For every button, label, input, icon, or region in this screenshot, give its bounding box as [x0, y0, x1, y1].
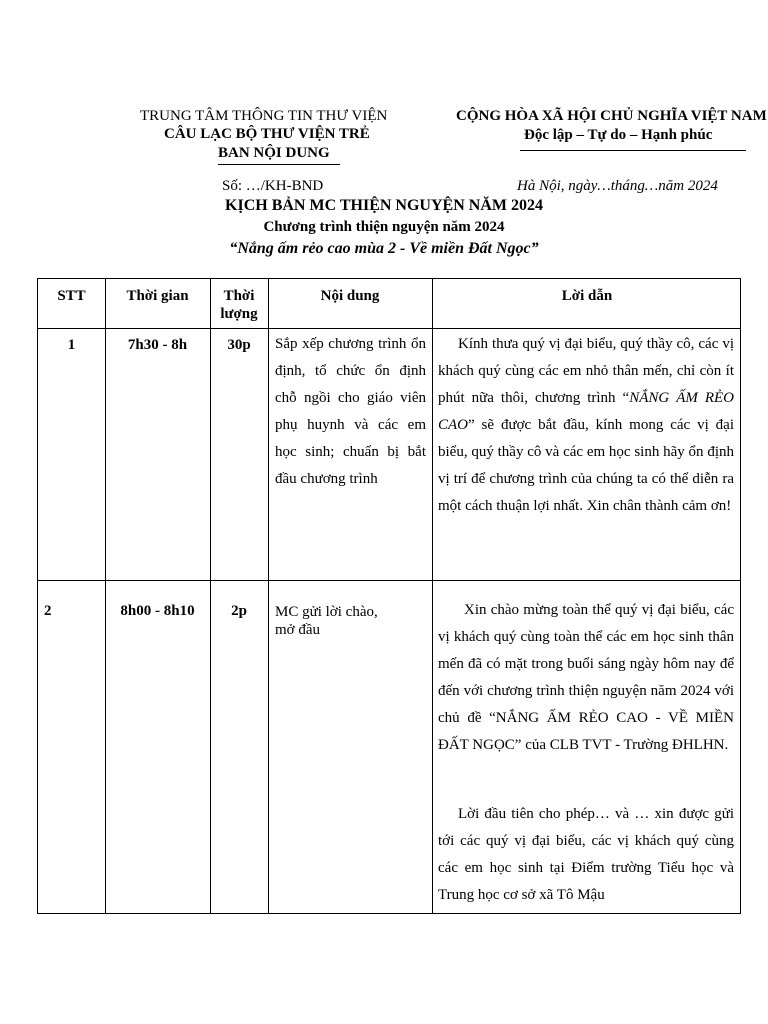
program-name: Chương trình thiện nguyện năm 2024 [263, 219, 505, 235]
row2-time: 8h00 - 8h10 [120, 603, 195, 619]
row1-script-part1: Kính thưa quý vị đại biểu, quý thầy cô, các vị khách quý cùng các em nhỏ thân mến, chỉ còn ít phút nữa thôi, chương trình “ [438, 336, 734, 406]
row2-content-line2: mở đầu [275, 622, 321, 638]
column-divider [268, 279, 269, 913]
board-underline [218, 164, 340, 165]
row1-time: 7h30 - 8h [127, 337, 188, 353]
national-motto: Độc lập – Tự do – Hạnh phúc [524, 127, 713, 143]
document-number: Số: …/KH-BND [222, 178, 324, 194]
header-script: Lời dẫn [561, 288, 613, 304]
schedule-table [37, 278, 741, 914]
board-name: BAN NỘI DUNG [218, 145, 330, 161]
row2-content [275, 603, 378, 639]
column-divider [432, 279, 433, 913]
header-duration [210, 287, 268, 323]
organization-name: TRUNG TÂM THÔNG TIN THƯ VIỆN [140, 108, 388, 124]
document-title: KỊCH BẢN MC THIỆN NGUYỆN NĂM 2024 [225, 197, 543, 214]
header-row-divider [38, 328, 740, 329]
row1-script-program-name: NẮNG ẤM RẺO CAO [438, 390, 735, 433]
header-time: Thời gian [126, 288, 189, 304]
row2-content-line1: MC gửi lời chào, [275, 604, 378, 620]
header-duration-line2: lượng [220, 306, 258, 322]
program-theme: “Nắng ấm rẻo cao mùa 2 - Về miền Đất Ngọc” [229, 240, 539, 257]
club-name: CÂU LẠC BỘ THƯ VIỆN TRẺ [164, 126, 370, 142]
row2-stt: 2 [44, 603, 52, 619]
motto-underline [520, 150, 746, 151]
row1-stt: 1 [67, 337, 76, 353]
row1-duration: 30p [227, 337, 251, 353]
row1-script [438, 331, 734, 520]
row2-duration: 2p [231, 603, 247, 619]
row2-script-paragraph1: Xin chào mừng toàn thể quý vị đại biểu, các vị khách quý cùng toàn thể các em học sinh thân mến đã có mặt trong buổi sáng ngày hôm nay để đến với chương trình thiện nguyện năm 2024 với chủ đề “NẮNG ẤM RẺO CAO - VỀ MIỀN ĐẤT NGỌC” của CLB TVT - Trường ĐHLHN. [438, 602, 734, 753]
header-content: Nội dung [320, 288, 380, 304]
row-divider [38, 580, 740, 581]
row2-script-paragraph2: Lời đầu tiên cho phép… và … xin được gửi tới các quý vị đại biểu, các vị khách quý cùng các em học sinh tại Điểm trường Tiểu học và Trung học cơ sở xã Tô Mậu [438, 806, 734, 903]
row1-content: Sắp xếp chương trình ổn định, tổ chức ổn định chỗ ngồi cho giáo viên phụ huynh và các em học sinh; chuẩn bị bắt đầu chương trình [275, 336, 426, 487]
header-stt: STT [57, 288, 86, 304]
column-divider [210, 279, 211, 913]
header-duration-line1: Thời [223, 288, 255, 304]
row1-script-part2: ” sẽ được bắt đầu, kính mong các vị đại biểu, quý thầy cô và các em học sinh hãy ổn định vị trí để chương trình của chúng ta có thể diễn ra một cách thuận lợi nhất. Xin chân thành cảm ơn! [438, 417, 734, 514]
national-title: CỘNG HÒA XÃ HỘI CHỦ NGHĨA VIỆT NAM [456, 108, 767, 124]
place-date: Hà Nội, ngày…tháng…năm 2024 [517, 178, 718, 194]
column-divider [105, 279, 106, 913]
